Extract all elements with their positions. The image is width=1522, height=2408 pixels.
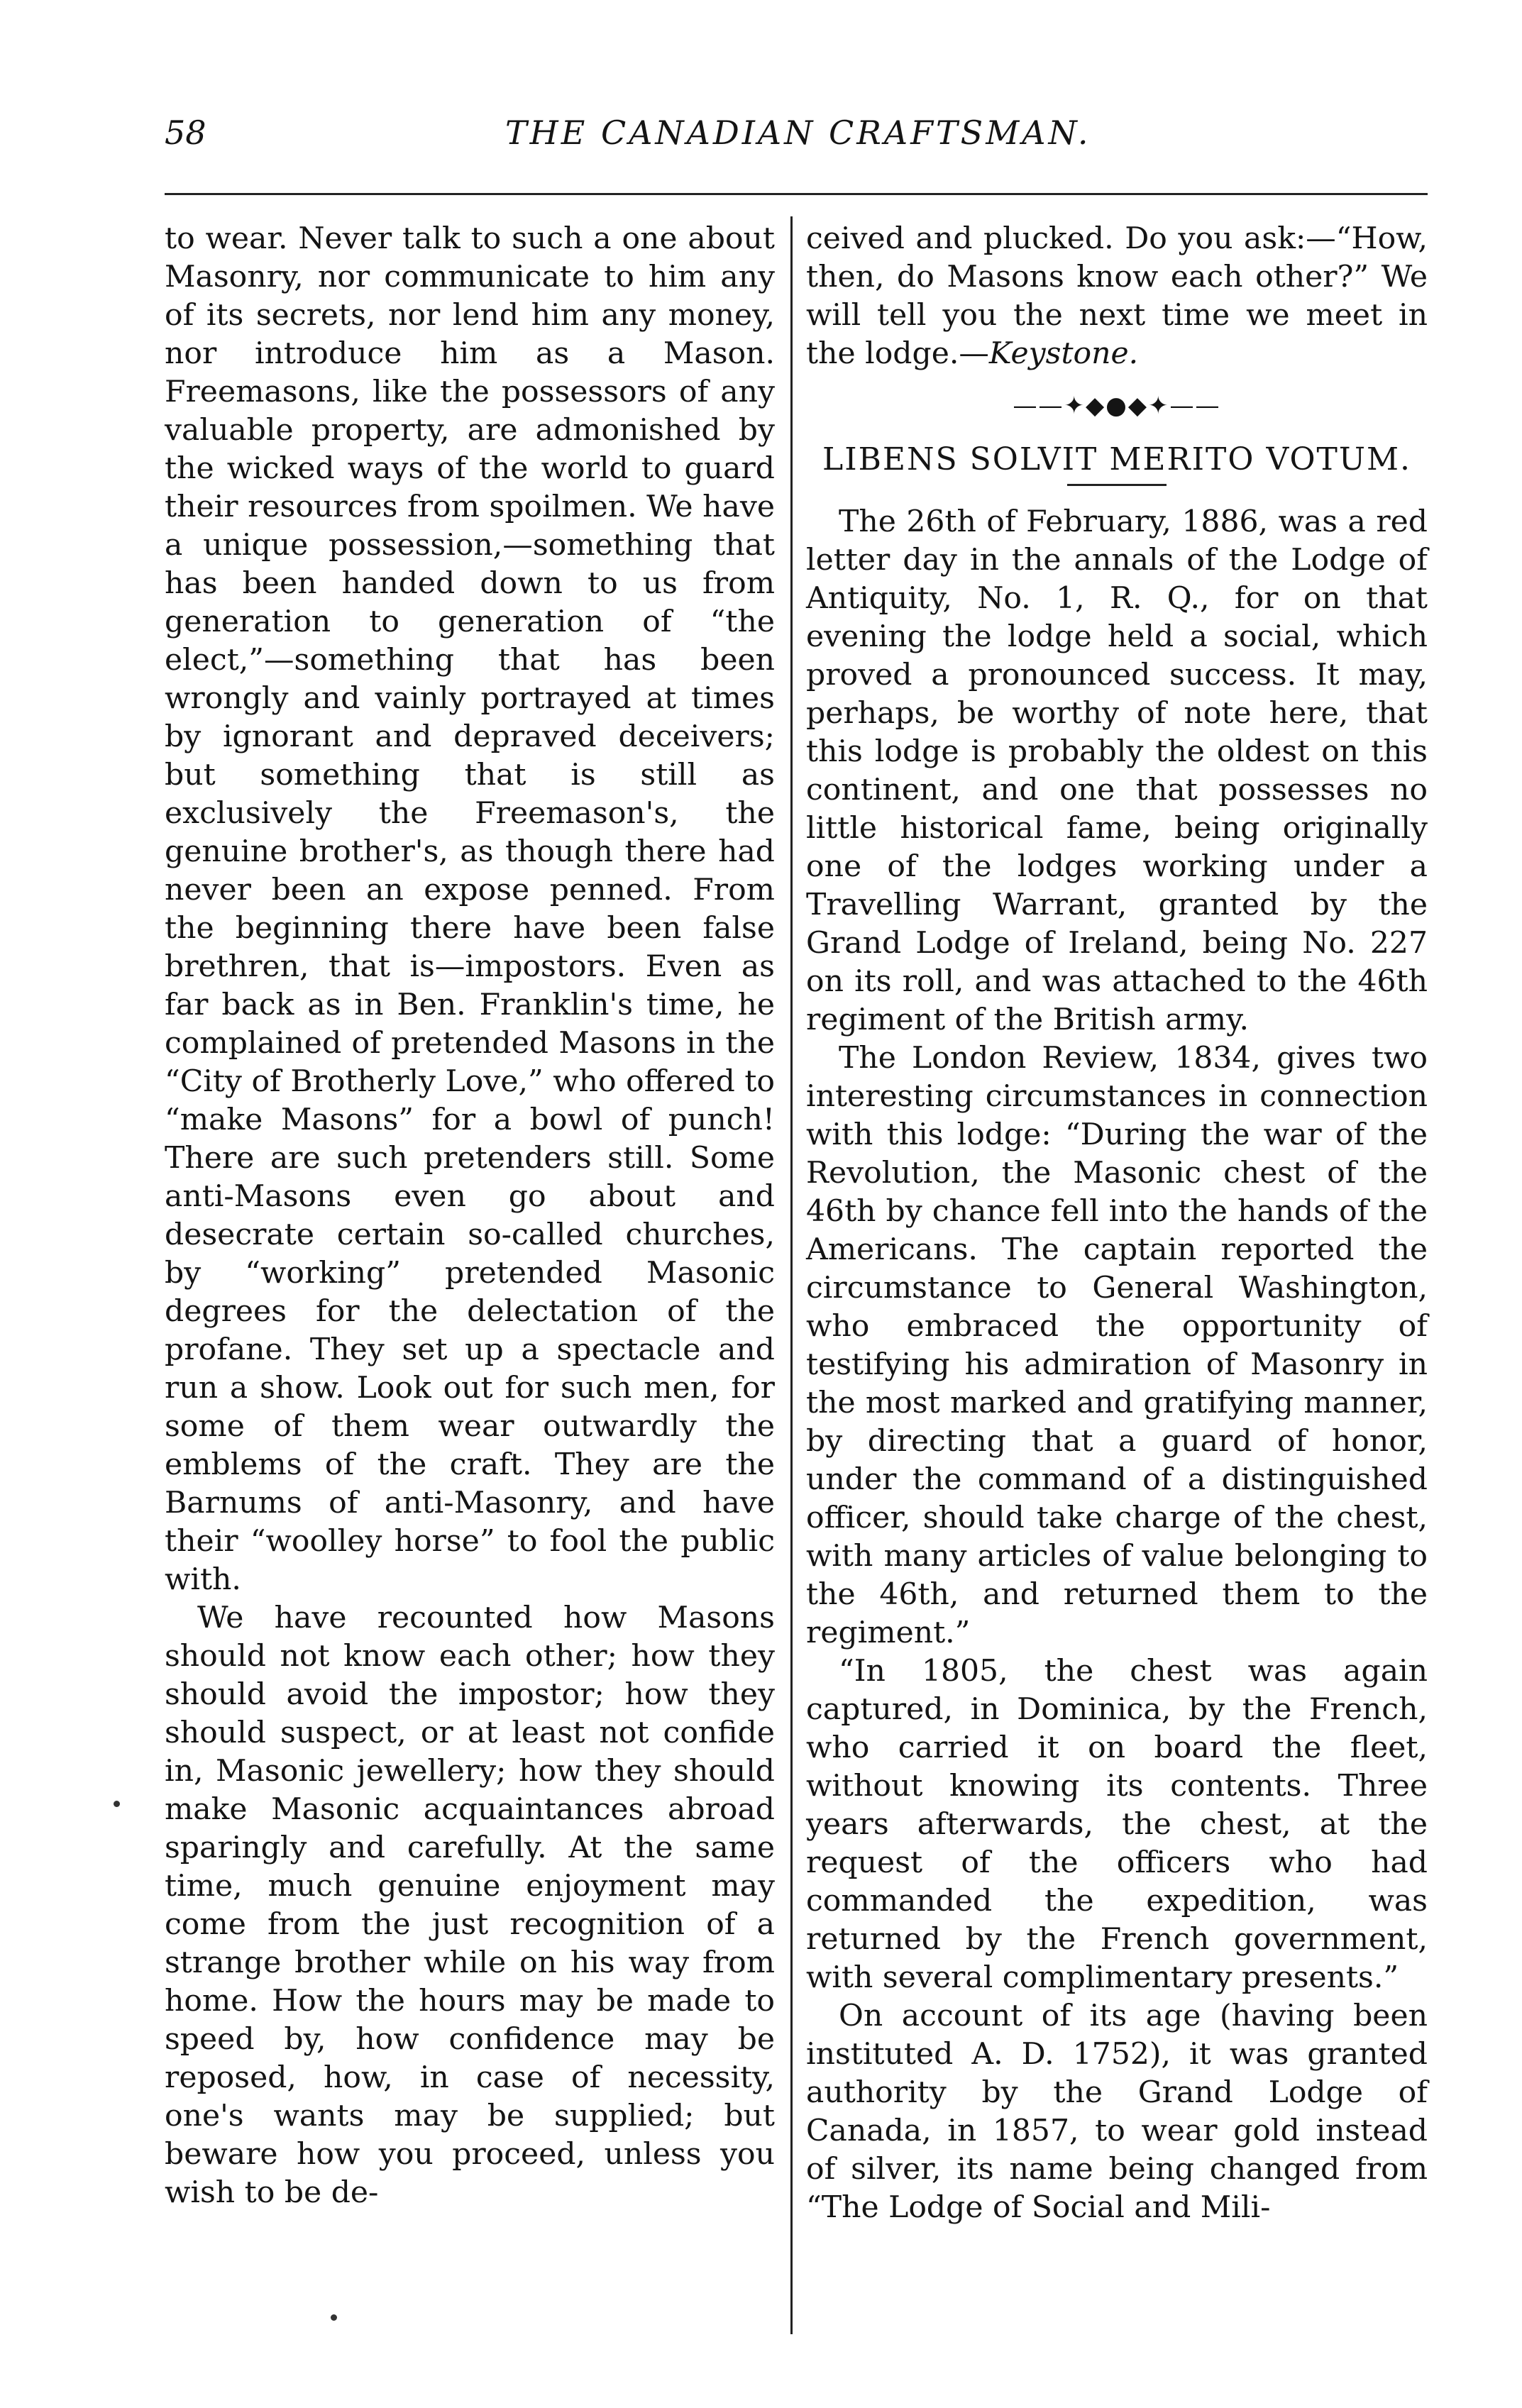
ink-speck <box>331 2314 337 2321</box>
left-column <box>165 220 775 2212</box>
left-paragraph-2: We have recounted how Masons should not know each other; how they should avoid the impostor; how they should suspect, or at least not confide in, Masonic jewellery; how they should make Masonic acquaintances abroad sparingly and carefully. At the same time, much genuine enjoyment may come from the just recognition of a strange brother while on his way from home. How the hours may be made to speed by, how confidence may be reposed, how, in case of necessity, one's wants may be supplied; but beware how you proceed, unless you wish to be de- <box>165 1601 775 2210</box>
right-paragraph-4: On account of its age (having been instituted A. D. 1752), it was granted authority by the Grand Lodge of Canada, in 1857, to wear gold instead of silver, its name being changed from “The Lodge of Social and Mili- <box>806 1999 1428 2225</box>
page-number: 58 <box>165 114 206 152</box>
running-title: THE CANADIAN CRAFTSMAN. <box>505 114 1091 152</box>
right-paragraph-2: The London Review, 1834, gives two interesting circumstances in connection with this lodge: “During the war of the Revolution, the Masonic chest of the 46th by chance fell into the hands of the Americans. The captain reported the circumstance to General Washington, who embraced the opportunity of testifying his admiration of Masonry in the most marked and gratifying manner, by directing that a guard of honor, under the command of a distinguished officer, should take charge of the chest, with many articles of value belonging to the 46th, and returned them to the regiment.” <box>806 1041 1428 1650</box>
ink-speck <box>114 1801 120 1807</box>
right-column <box>806 220 1428 2227</box>
page-header <box>165 114 1428 170</box>
left-paragraph-1: to wear. Never talk to such a one about Masonry, nor communicate to him any of its secrets, nor lend him any money, nor introduce him as a Mason. Freemasons, like the possessors of any valuable property, are admonished by the wicked ways of the world to guard their resources from spoilmen. We have a unique possession,—something that has been handed down to us from generation to generation of “the elect,”—something that has been wrongly and vainly portrayed at times by ignorant and depraved deceivers; but something that is still as exclusively the Freemason's, the genuine brother's, as though there had never been an expose penned. From the beginning there have been false brethren, that is—impostors. Even as far back as in Ben. Franklin's time, he complained of pretended Masons in the “City of Brotherly Love,” who offered to “make Masons” for a bowl of punch! There are such pretenders still. Some anti-Masons even go about and desecrate certain so-called churches, by “working” pretended Masonic degrees for the delectation of the profane. They set up a spectacle and run a show. Look out for such men, for some of them wear outwardly the emblems of the craft. They are the Barnums of anti-Masonry, and have their “woolley horse” to fool the public with. <box>165 221 775 1597</box>
heading-rule <box>1067 484 1167 486</box>
right-continuation <box>806 220 1428 373</box>
right-paragraph-3: “In 1805, the chest was again captured, in Dominica, by the French, who carried it on board the fleet, without knowing its contents. Three years afterwards, the chest, at the request of the officers who had commanded the expedition, was returned by the French government, with several complimentary presents.” <box>806 1654 1428 1995</box>
section-ornament: ——✦◆●◆✦—— <box>1013 392 1221 420</box>
section-heading: LIBENS SOLVIT MERITO VOTUM. <box>822 441 1411 477</box>
header-rule <box>165 193 1428 195</box>
column-divider <box>790 216 793 2334</box>
continuation-text: ceived and plucked. Do you ask:—“How, then, do Masons know each other?” We will tell you the next time we meet in the lodge.— <box>806 221 1428 371</box>
right-paragraph-1: The 26th of February, 1886, was a red letter day in the annals of the Lodge of Antiquity, No. 1, R. Q., for on that evening the lodge held a social, which proved a pronounced success. It may, perhaps, be worthy of note here, that this lodge is probably the oldest on this continent, and one that possesses no little historical fame, being originally one of the lodges working under a Travelling Warrant, granted by the Grand Lodge of Ireland, being No. 227 on its roll, and was attached to the 46th regiment of the British army. <box>806 504 1428 1037</box>
continuation-source: Keystone. <box>988 336 1139 371</box>
